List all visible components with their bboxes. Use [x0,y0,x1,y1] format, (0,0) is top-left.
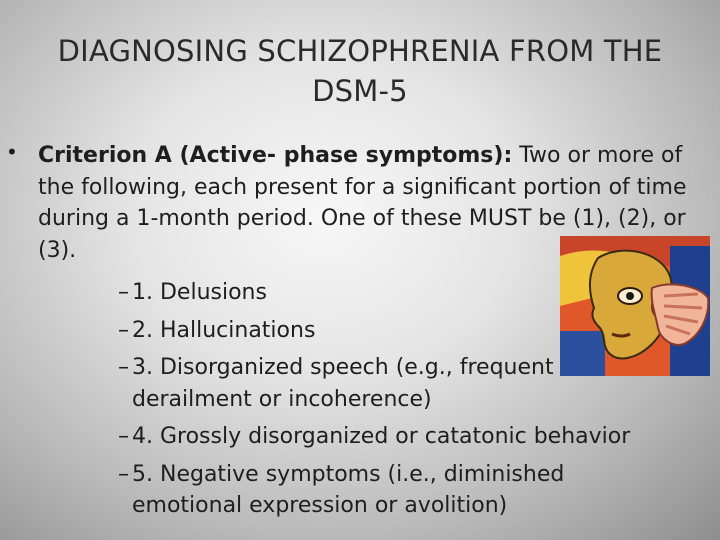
dash-marker: – [118,355,129,380]
symptom-item-disorganized-speech [118,352,612,415]
symptom-text: 5. Negative symptoms (i.e., diminished emotional expression or avolition) [132,461,565,518]
dash-marker: – [118,461,129,487]
title-line-1: DIAGNOSING SCHIZOPHRENIA FROM THE [57,34,663,69]
symptom-text: 4. Grossly disorganized or catatonic behavior [132,424,631,449]
dash-marker: – [118,317,129,343]
criterion-a-description: Two or more of the following, each present for a significant portion of time during a 1-month period. One of these MUST be (1), (2), or (3). [38,143,687,263]
bullet-marker: • [6,140,18,164]
face-hand-on-ear-icon [560,236,710,376]
dash-marker: – [118,424,129,449]
dash-marker: – [118,280,129,305]
symptom-item-negative-symptoms [118,459,632,522]
criterion-a-label: Criterion A (Active- phase symptoms): [38,143,513,168]
symptom-text: 1. Delusions [132,280,267,305]
symptom-text: 2. Hallucinations [132,317,316,343]
face-hand-on-ear-illustration [560,236,710,376]
symptom-item-disorganized-behavior [118,421,698,453]
symptom-text: 3. Disorganized speech (e.g., frequent derailment or incoherence) [132,355,554,412]
slide-title [0,31,720,111]
title-line-2: DSM-5 [312,74,408,109]
